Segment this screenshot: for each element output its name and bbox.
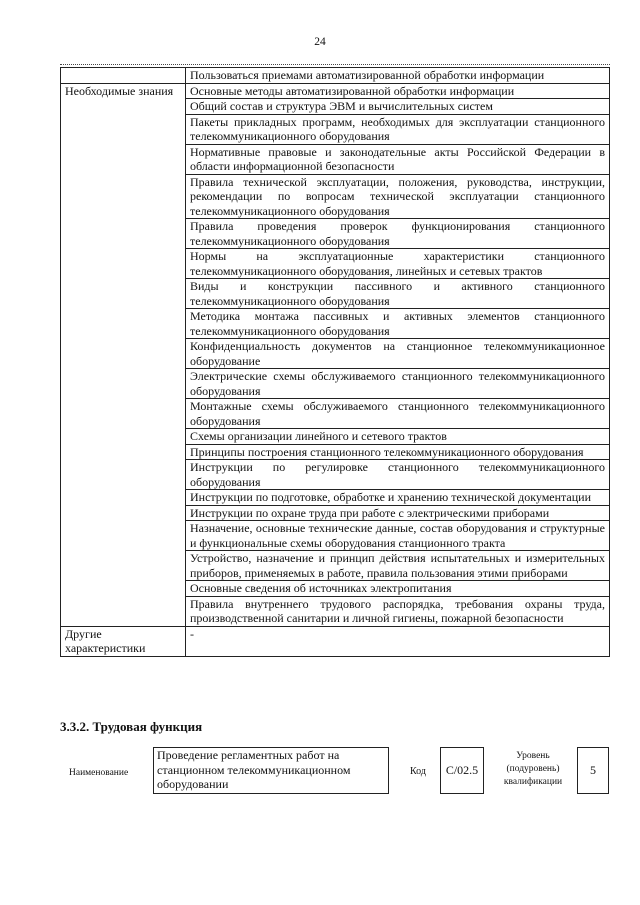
knowledge-item: Монтажные схемы обслуживаемого станционного телекоммуникационного оборудования — [186, 399, 610, 429]
section-heading: 3.3.2. Трудовая функция — [60, 719, 203, 734]
knowledge-item: Инструкции по подготовке, обработке и хранению технической документации — [186, 490, 610, 506]
top-divider — [60, 64, 610, 65]
knowledge-item: Устройство, назначение и принцип действия испытательных и измерительных приборов, применяемых в работе, правила пользования этими приборами — [186, 551, 610, 581]
knowledge-item: Пакеты прикладных программ, необходимых для эксплуатации станционного телекоммуникационного оборудования — [186, 114, 610, 144]
other-characteristics-value: - — [186, 626, 610, 656]
function-name-label: Наименование — [69, 768, 129, 778]
other-characteristics-row — [61, 626, 610, 656]
knowledge-item: Принципы построения станционного телекоммуникационного оборудования — [186, 444, 610, 460]
knowledge-item: Схемы организации линейного и сетевого трактов — [186, 429, 610, 445]
knowledge-item: Нормы на эксплуатационные характеристики станционного телекоммуникационного оборудования, линейных и сетевых трактов — [186, 249, 610, 279]
other-characteristics-label: Другие характеристики — [61, 626, 186, 656]
requirements-table — [60, 67, 610, 657]
knowledge-item: Основные сведения об источниках электропитания — [186, 581, 610, 597]
requirements-table-body — [61, 68, 610, 657]
knowledge-item: Инструкции по регулировке станционного телекоммуникационного оборудования — [186, 460, 610, 490]
qualification-level-label: Уровень (подуровень) квалификации — [503, 751, 563, 787]
knowledge-item: Основные методы автоматизированной обработки информации — [186, 83, 610, 99]
function-code-field: C/02.5 — [440, 747, 484, 794]
knowledge-item: Общий состав и структура ЭВМ и вычислительных систем — [186, 99, 610, 115]
knowledge-item: Конфиденциальность документов на станционное телекоммуникационное оборудование — [186, 339, 610, 369]
knowledge-item: Правила технической эксплуатации, положения, руководства, инструкции, рекомендации по вопросам технической эксплуатации станционного телекоммуникационного оборудования — [186, 174, 610, 219]
knowledge-item: Правила проведения проверок функционирования станционного телекоммуникационного оборудования — [186, 219, 610, 249]
skills-last-row — [61, 68, 610, 84]
knowledge-label: Необходимые знания — [61, 83, 186, 626]
knowledge-item: Методика монтажа пассивных и активных элементов станционного телекоммуникационного оборудования — [186, 309, 610, 339]
knowledge-item: Инструкции по охране труда при работе с электрическими приборами — [186, 505, 610, 521]
knowledge-item: Нормативные правовые и законодательные акты Российской Федерации в области информационной безопасности — [186, 144, 610, 174]
knowledge-row — [61, 83, 610, 99]
knowledge-item: Виды и конструкции пассивного и активного станционного телекоммуникационного оборудования — [186, 279, 610, 309]
function-name-field: Проведение регламентных работ на станционном телекоммуникационном оборудовании — [153, 747, 389, 794]
knowledge-item: Правила внутреннего трудового распорядка, требования охраны труда, производственной санитарии и личной гигиены, пожарной безопасности — [186, 596, 610, 626]
knowledge-item: Назначение, основные технические данные, состав оборудования и структурные и функциональные схемы оборудования станционного тракта — [186, 521, 610, 551]
knowledge-item: Электрические схемы обслуживаемого станционного телекоммуникационного оборудования — [186, 369, 610, 399]
function-code-label: Код — [410, 766, 426, 777]
qualification-level-field: 5 — [577, 747, 609, 794]
skills-last-item: Пользоваться приемами автоматизированной обработки информации — [186, 68, 610, 84]
skills-label-cell — [61, 68, 186, 84]
page-number: 24 — [314, 36, 326, 48]
